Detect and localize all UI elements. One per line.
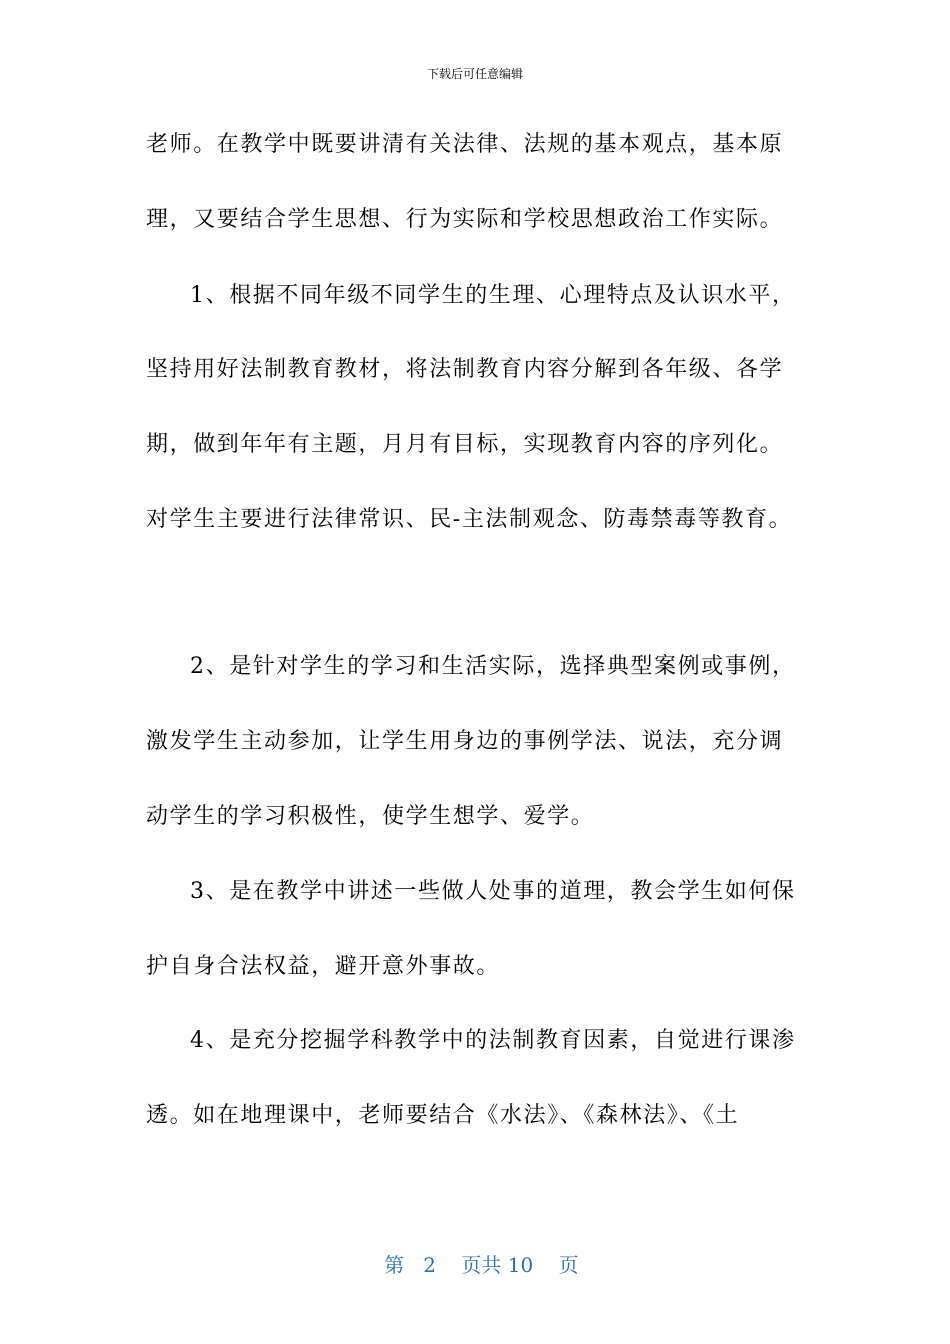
text-line: 2、是针对学生的学习和生活实际，选择典型案例或事例， (190, 654, 796, 679)
text-line: 老师。在教学中既要讲清有关法律、法规的基本观点，基本原 (146, 132, 784, 157)
text-line: 理，又要结合学生思想、行为实际和学校思想政治工作实际。 (146, 207, 784, 232)
text-line: 动学生的学习积极性，使学生想学、爱学。 (146, 804, 595, 829)
text-line: 透。如在地理课中，老师要结合《水法》、《森林法》、《土 (146, 1103, 740, 1128)
text-line: 3、是在教学中讲述一些做人处事的道理，教会学生如何保 (190, 879, 796, 904)
text-line: 期，做到年年有主题，月月有目标，实现教育内容的序列化。 (146, 432, 784, 457)
page-footer (0, 1226, 950, 1278)
text-line: 4、是充分挖掘学科教学中的法制教育因素，自觉进行课渗 (190, 1028, 796, 1053)
text-line: 对学生主要进行法律常识、民-主法制观念、防毒禁毒等教育。 (146, 507, 793, 532)
text-line: 坚持用好法制教育教材，将法制教育内容分解到各年级、各学 (146, 357, 784, 382)
text-line: 护自身合法权益，避开意外事故。 (146, 954, 501, 979)
page-total: 10 (507, 1253, 534, 1277)
page-label-prefix: 第 (384, 1253, 405, 1277)
page-header-note: 下载后可任意编辑 (426, 67, 523, 81)
text-line: 激发学生主动参加，让学生用身边的事例学法、说法，充分调 (146, 729, 784, 754)
page-label-suffix: 页 (558, 1253, 579, 1277)
page-label-mid: 页共 (461, 1253, 502, 1277)
page-number: 2 (423, 1253, 436, 1277)
text-line: 1、根据不同年级不同学生的生理、心理特点及认识水平， (190, 283, 796, 308)
